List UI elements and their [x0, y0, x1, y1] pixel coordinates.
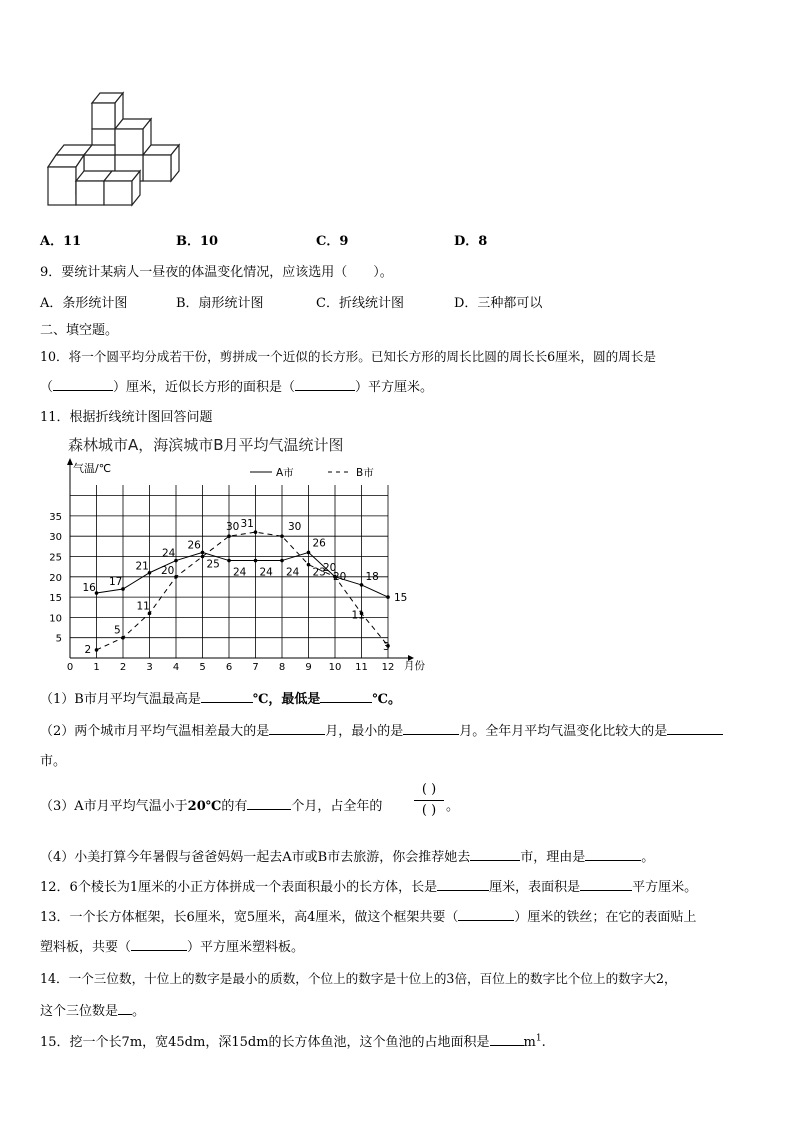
q14-blank[interactable]	[118, 1014, 132, 1015]
series-b-point	[307, 563, 311, 567]
series-a-data-label: 26	[187, 539, 201, 552]
q11-1-blank-max[interactable]	[201, 702, 253, 703]
series-a-data-label: 15	[394, 592, 408, 605]
q11-4-blank-city[interactable]	[470, 860, 520, 861]
series-a-point	[360, 583, 364, 587]
y-tick-label: 25	[49, 552, 62, 564]
series-b-data-label: 23	[312, 566, 326, 579]
series-b-data-label: 5	[114, 624, 121, 637]
x-axis-label: 月份	[404, 660, 425, 672]
y-tick-label: 5	[55, 633, 62, 645]
series-b-data-label: 25	[206, 558, 220, 571]
series-b-data-label: 11	[136, 600, 150, 613]
q11-2-blank-city[interactable]	[667, 734, 723, 735]
y-tick-label: 35	[49, 511, 62, 523]
y-tick-label: 20	[49, 572, 62, 584]
q14-line1: 14．一个三位数，十位上的数字是最小的质数，个位上的数字是十位上的3倍，百位上的数字比个位上的数字大2，	[40, 971, 677, 986]
x-tick-label: 1	[93, 662, 100, 673]
q9-option-b[interactable]: B．扇形统计图	[176, 296, 264, 311]
q12-blank-length[interactable]	[437, 890, 489, 891]
legend-b-label: B市	[356, 467, 374, 479]
series-b-data-label: 30	[226, 521, 240, 534]
series-b-data-label: 11	[351, 609, 365, 622]
q13-line1: 13．一个长方体框架，长6厘米，宽5厘米，高4厘米，做这个框架共要（ ）厘米的铁丝；在它的表面贴上	[40, 910, 697, 925]
y-tick-label: 15	[49, 593, 62, 605]
series-b-point	[280, 534, 284, 538]
q11-1-blank-min[interactable]	[320, 702, 372, 703]
q9-option-c[interactable]: C．折线统计图	[316, 296, 404, 311]
series-b-line	[97, 532, 389, 650]
q11-3-blank-count[interactable]	[247, 809, 291, 810]
x-tick-label: 6	[225, 662, 233, 673]
series-a-point	[227, 559, 231, 563]
x-tick-label: 11	[355, 662, 368, 673]
q9-option-d[interactable]: D．三种都可以	[454, 296, 543, 311]
x-tick-label: 7	[252, 662, 259, 673]
series-a-point	[280, 559, 284, 563]
y-axis-label: 气温/℃	[73, 462, 112, 475]
cube-stack-figure	[40, 88, 190, 213]
q15: 15．挖一个长7m，宽45dm，深15dm的长方体鱼池，这个鱼池的占地面积是 $m^1$.	[40, 1033, 546, 1050]
series-b-data-label: 30	[288, 521, 302, 534]
x-tick-label: 9	[305, 662, 312, 673]
temperature-line-chart	[40, 430, 460, 678]
x-tick-label: 10	[328, 662, 342, 673]
q11-sub2: （2）两个城市月平均气温相差最大的是 月，最小的是 月。全年月平均气温变化比较大的是	[40, 720, 723, 739]
q12-blank-area[interactable]	[580, 890, 632, 891]
x-tick-label: 4	[172, 662, 180, 673]
series-a-data-label: 21	[135, 560, 149, 573]
q11-sub1: （1）B市月平均气温最高是 ℃，最低是 ℃。	[40, 692, 401, 707]
q14-line2: 这个三位数是 。	[40, 1004, 146, 1019]
series-a-data-label: 24	[162, 547, 176, 560]
series-b-data-label: 20	[333, 570, 347, 583]
series-a-data-label: 17	[109, 575, 123, 588]
q13-blank-wire[interactable]	[458, 920, 514, 921]
x-tick-label: 8	[278, 662, 286, 673]
series-b-data-label: 31	[240, 518, 254, 531]
q11-intro: 11．根据折线统计图回答问题	[40, 410, 213, 425]
series-a-data-label: 24	[286, 566, 300, 579]
q10-blank-1[interactable]	[53, 390, 113, 391]
q15-blank[interactable]	[490, 1045, 524, 1046]
series-b-data-label: 2	[84, 643, 92, 656]
q11-sub4: （4）小美打算今年暑假与爸爸妈妈一起去A市或B市去旅游，你会推荐她去 市，理由是 。	[40, 850, 655, 865]
q11-sub3: （3）A市月平均气温小于20℃的有 个月，占全年的	[40, 799, 383, 814]
q11-sub2-cont: 市。	[40, 754, 67, 769]
series-b-point	[121, 636, 125, 640]
series-b-point	[201, 555, 205, 559]
q10-blank-2[interactable]	[295, 390, 355, 391]
q10-line2: （ ）厘米，近似长方形的面积是（ ）平方厘米。	[40, 380, 434, 395]
series-b-point	[227, 534, 231, 538]
series-a-point	[386, 595, 390, 599]
y-tick-label: 10	[49, 613, 62, 625]
series-b-point	[174, 575, 178, 579]
q11-2-blank-mindiff[interactable]	[403, 734, 459, 735]
x-tick-label: 5	[199, 662, 206, 673]
legend-a-label: A市	[276, 467, 294, 479]
q11-4-blank-reason[interactable]	[585, 860, 641, 861]
q10-line1: 10．将一个圆平均分成若干份，剪拼成一个近似的长方形。已知长方形的周长比圆的周长长6厘米，圆的周长是	[40, 349, 656, 364]
q11-2-blank-maxdiff[interactable]	[269, 734, 325, 735]
x-tick-label: 0	[66, 662, 74, 673]
q11-3-period: 。	[446, 799, 460, 814]
series-a-point	[307, 551, 311, 555]
x-tick-label: 12	[381, 662, 395, 673]
q9-option-a[interactable]: A．条形统计图	[40, 296, 128, 311]
series-b-data-label: 20	[161, 564, 175, 577]
q13-blank-area[interactable]	[131, 950, 187, 951]
q8-option-a[interactable]: A．11	[40, 234, 82, 249]
series-a-data-label: 24	[233, 566, 247, 579]
series-b-point	[254, 530, 258, 534]
series-a-data-label: 24	[259, 566, 273, 579]
series-b-data-label: 3	[383, 640, 390, 653]
section-title: 二、填空题。	[40, 323, 119, 338]
q9-question: 9．要统计某病人一昼夜的体温变化情况，应该选用（ ）。	[40, 265, 393, 280]
y-tick-label: 30	[49, 532, 62, 544]
series-a-data-label: 20	[323, 561, 337, 574]
q12: 12．6个棱长为1厘米的小正方体拼成一个表面积最小的长方体，长是 厘米，表面积是 平方厘米。	[40, 880, 698, 895]
q8-option-b[interactable]: B．10	[176, 234, 219, 249]
series-a-point	[254, 559, 258, 563]
x-tick-label: 2	[119, 662, 127, 673]
series-a-data-label: 16	[82, 582, 96, 595]
q13-line2: 塑料板，共要（ ）平方厘米塑料板。	[40, 940, 305, 955]
q11-3-fraction[interactable]: ( ) ( )	[414, 780, 444, 821]
x-tick-label: 3	[146, 662, 153, 673]
q8-option-c[interactable]: C．9	[316, 234, 349, 249]
series-b-point	[95, 648, 99, 652]
series-a-point	[201, 551, 205, 555]
chart-title: 森林城市A，海滨城市B月平均气温统计图	[68, 436, 344, 454]
series-a-data-label: 26	[312, 537, 326, 550]
q8-option-d[interactable]: D．8	[454, 234, 488, 249]
series-a-data-label: 18	[365, 570, 379, 583]
